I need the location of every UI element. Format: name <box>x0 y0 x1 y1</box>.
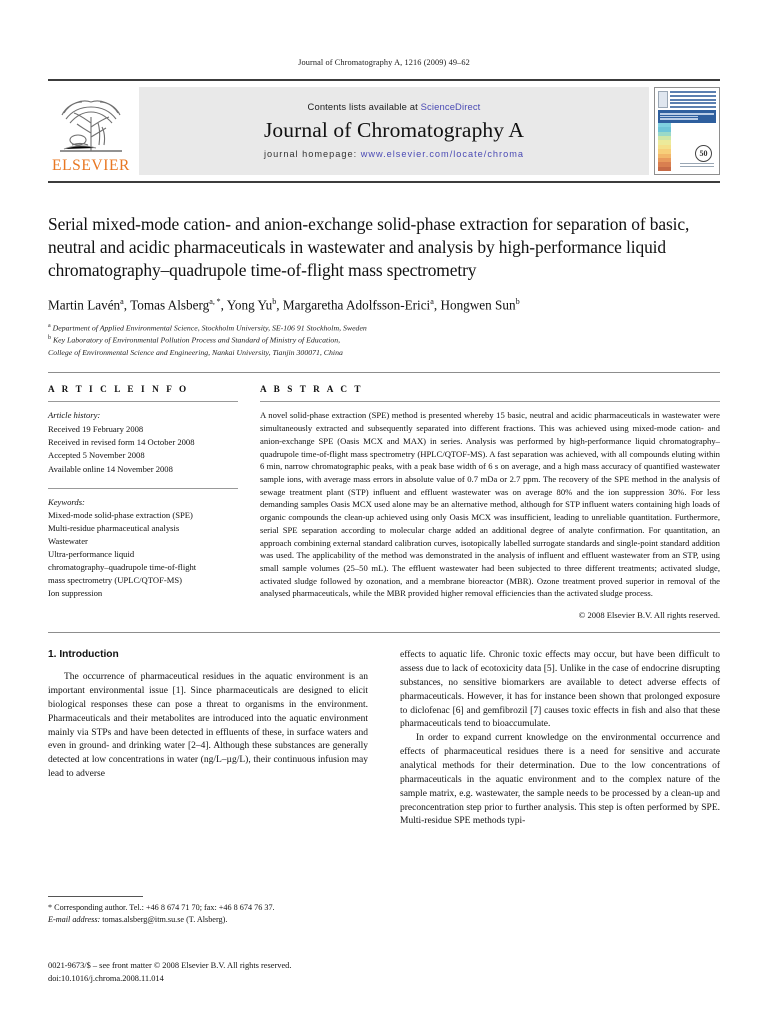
intro-paragraph-right-2: In order to expand current knowledge on the environmental occurrence and effects of pharmaceutical residues there is a need for sensitive and accurate analytical methods for their determination. Due to the low concentrations of pharmaceuticals in the aquatic environment and to the complex nature of the sample matrix, e.g. wastewater, the sample needs to be processed by a clean-up and preconcentration step prior to further analysis. This step is often performed by SPE. Multi-residue SPE methods typi- <box>400 733 720 827</box>
title-section-rule <box>48 372 720 373</box>
running-head: Journal of Chromatography A, 1216 (2009) 49–62 <box>298 58 470 67</box>
keyword-item: Multi-residue pharmaceutical analysis <box>48 523 180 534</box>
intro-paragraph-right-1: effects to aquatic life. Chronic toxic effects may occur, but have been difficult to assess due to lack of ecotoxicity data [5]. Unlike in the case of endocrine disrupting substances, no sensitive biomarkers are available to detect adverse effects of pharmaceuticals. However, it has for instance been shown that prolonged exposure to diclofenac [6] and gemfibrozil [7] causes toxic effects in fish and also that these pharmaceuticals tend to bioaccumulate. <box>400 650 720 730</box>
intro-paragraph-left: The occurrence of pharmaceutical residues in the aquatic environment is an important environmental issue [1]. Since pharmaceuticals are designed to elicit biological responses these can pose a threat to organisms in the environment. Pharmaceuticals and their metabolites are introduced into the aquatic environment mainly via STPs and have been detected in effluents of these, in surface waters and even in ground- and drinking water [2–4]. Although these substances are generally detected at low concentrations in water (ng/L–µg/L), their continuous infusion may lead to adverse <box>48 672 368 780</box>
page-title: Serial mixed-mode cation- and anion-exchange solid-phase extraction for separation of basic, neutral and acidic pharmaceuticals in wastewater and analysis by high-performance liquid chromatography–quadrupole time-of-flight mass spectrometry <box>48 214 690 280</box>
article-info-rule <box>48 401 238 402</box>
journal-title: Journal of Chromatography A <box>263 117 525 142</box>
body-column-left <box>48 649 368 829</box>
elsevier-tree-icon <box>52 93 130 157</box>
keyword-item: Wastewater <box>48 536 88 547</box>
abstract-column <box>260 384 720 620</box>
abstract-text: A novel solid-phase extraction (SPE) method is presented whereby 15 basic, neutral and acidic pharmaceuticals in wastewater were simultaneously extracted and subsequently separated into different fractions. This was achieved using mixed-mode cation- and anion-exchange SPE (Oasis MCX and MAX) in series. Analysis was performed by high-performance liquid chromatography–quadrupole time-of-flight mass spectrometry (HPLC/QTOF-MS). A fast separation was achieved, with all compounds eluting within 6 min, narrow chromatographic peaks, with a peak base width of 6 s on average, and a high mass accuracy of quantified wastewater sample ions, with average mass errors in absolute value of 0.7 mDa or 2.7 ppm. The recovery of the SPE method in the analysis of sewage treatment plant (STP) influent and effluent wastewater was on average 80% and the ion suppression 30%. For less demanding samples Oasis MCX used alone may be an alternative method, although for STP influent waters containing high loads of organic compounds the clean-up achieved using only Oasis MCX was insufficient, leading to unreliable quantitation. Furthermore, serial SPE separation according to molecular charge added an additional degree of analyte confirmation. For quantitation, an approach combining external standard calibration curves, isotopically labelled surrogate standards and single-point standard addition was used. The applicability of the method was demonstrated in the analysis of influent and effluent wastewater from an STP, using small sample volumes (25–50 mL). The effluent wastewater had been subjected to three different treatments; activated sludge, activated sludge followed by ozonation, and a membrane bioreactor (MBR). Ozone treatment proved superior in removal of the analysed pharmaceuticals, while the MBR provided higher removal efficiencies than the activated sludge process. <box>260 410 720 599</box>
cover-top-row <box>658 91 716 108</box>
abstract-rule <box>260 401 720 402</box>
article-info-heading: A R T I C L E I N F O <box>48 384 189 395</box>
issn-line: 0021-9673/$ – see front matter © 2008 Elsevier B.V. All rights reserved. <box>48 961 292 970</box>
keyword-item: Ultra-performance liquid <box>48 548 135 559</box>
homepage-url-link[interactable]: www.elsevier.com/locate/chroma <box>360 149 524 160</box>
affiliations <box>48 322 720 358</box>
abstract-bottom-rule <box>48 632 720 633</box>
journal-homepage-line <box>264 149 524 159</box>
history-accepted: Accepted 5 November 2008 <box>48 450 145 461</box>
keyword-item: Mixed-mode solid-phase extraction (SPE) <box>48 510 193 521</box>
cover-body <box>671 123 716 171</box>
cover-gradient-bars <box>658 123 671 171</box>
info-abstract-row <box>48 384 720 620</box>
email-label: E-mail address: <box>48 915 101 925</box>
section-heading-introduction: 1. Introduction <box>48 649 119 661</box>
cover-footer-lines <box>680 163 714 169</box>
footnote-area <box>48 896 368 927</box>
affiliation-b-line1: Key Laboratory of Environmental Pollution Process and Standard of Ministry of Education, <box>52 335 341 345</box>
email-note <box>48 914 368 926</box>
keywords-rule <box>48 488 238 489</box>
contents-available-line <box>308 101 481 112</box>
homepage-prefix: journal homepage: <box>264 149 358 160</box>
corresponding-author-note: * Corresponding author. Tel.: +46 8 674 71 70; fax: +46 8 674 76 37. <box>48 903 275 912</box>
cover-title-band <box>658 110 716 123</box>
elsevier-logo <box>48 87 134 175</box>
history-received: Received 19 February 2008 <box>48 423 144 434</box>
body-columns <box>48 649 720 829</box>
keyword-item: Ion suppression <box>48 587 103 598</box>
journal-banner <box>48 79 720 175</box>
author-list: Martin Lavén$^a$, Tomas Alsberg$^{a, *}$, Yong Yu$^b$, Margaretha Adolfsson-Erici$^a$, Hongwen Sun$^b$ <box>48 296 520 313</box>
affiliation-b: $^b$ Key Laboratory of Environmental Pollution Process and Standard of Ministry of Education, <box>48 335 341 345</box>
article-history-label: Article history: <box>48 410 101 421</box>
keyword-item: chromatography–quadrupole time-of-flight <box>48 561 197 572</box>
affiliation-b-cont: College of Environmental Science and Engineering, Nankai University, Tianjin 300071, China <box>48 347 343 357</box>
article-info-column <box>48 384 238 620</box>
cover-anniversary-seal: 50 <box>695 145 712 162</box>
affiliation-a-text: Department of Applied Environmental Science, Stockholm University, SE-106 91 Stockholm, Sweden <box>52 323 367 333</box>
cover-color-strip <box>658 123 716 171</box>
history-revised: Received in revised form 14 October 2008 <box>48 436 195 447</box>
abstract-heading: A B S T R A C T <box>260 384 364 395</box>
cover-bar-lines <box>670 91 716 108</box>
journal-cover-thumbnail[interactable] <box>654 87 720 175</box>
contents-prefix: Contents lists available at <box>307 100 418 112</box>
affiliation-a: $^a$ Department of Applied Environmental Science, Stockholm University, SE-106 91 Stockholm, Sweden <box>48 323 367 333</box>
sciencedirect-link[interactable]: ScienceDirect <box>420 100 481 112</box>
copyright-notice: © 2008 Elsevier B.V. All rights reserved. <box>578 610 720 621</box>
keywords-label: Keywords: <box>48 496 85 507</box>
keyword-item: mass spectrometry (UPLC/QTOF-MS) <box>48 574 182 585</box>
body-column-right <box>400 649 720 829</box>
banner-center <box>139 87 649 175</box>
footnote-rule <box>48 896 143 897</box>
email-address[interactable]: tomas.alsberg@itm.su.se (T. Alsberg). <box>102 915 228 925</box>
history-online: Available online 14 November 2008 <box>48 463 173 474</box>
cover-badge-icon <box>658 91 668 108</box>
banner-bottom-rule <box>48 181 720 183</box>
title-block <box>48 213 720 358</box>
issn-doi-block <box>48 960 388 985</box>
elsevier-wordmark: ELSEVIER <box>52 156 130 174</box>
cover-artwork <box>658 91 716 171</box>
doi-line[interactable]: doi:10.1016/j.chroma.2008.11.014 <box>48 973 164 983</box>
